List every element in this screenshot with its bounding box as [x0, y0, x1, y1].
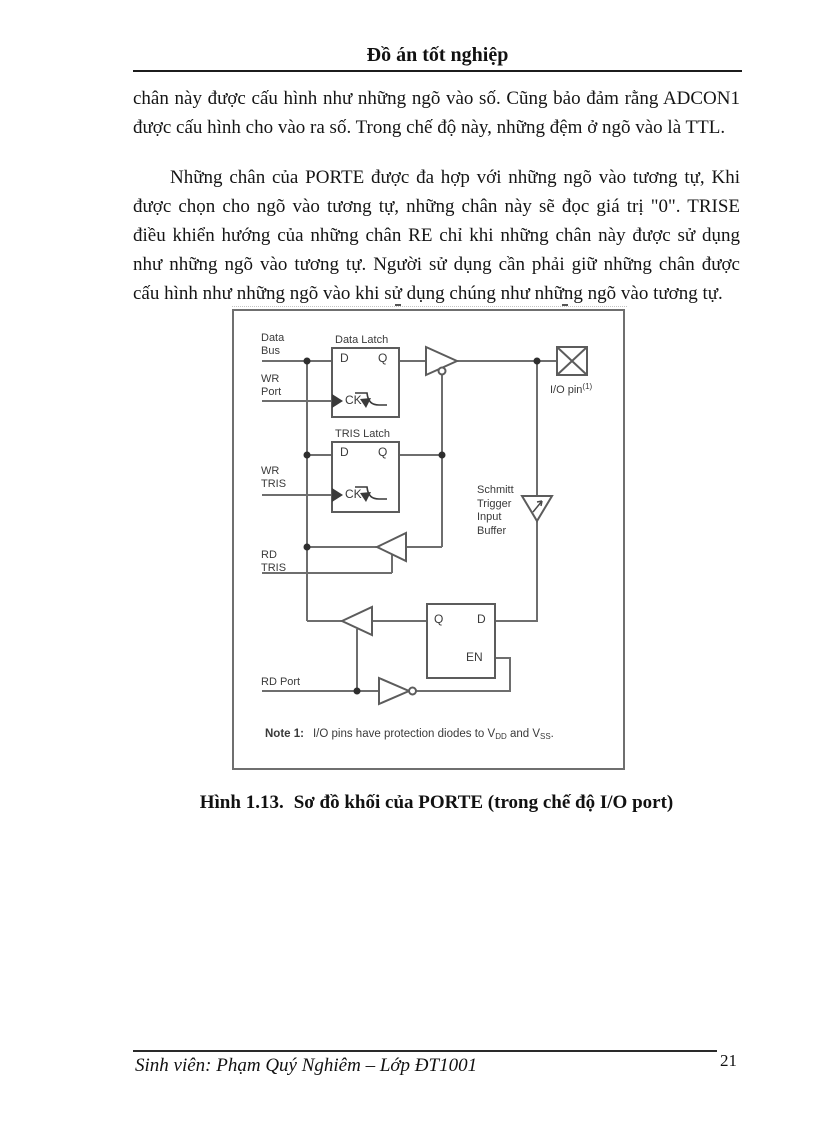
tris-latch-clock-wedge — [332, 488, 343, 502]
output-driver-bubble — [439, 368, 446, 375]
junction-dot — [354, 688, 361, 695]
header-rule — [133, 70, 742, 72]
rd-port-inverter-triangle — [379, 678, 409, 704]
tris-latch-ck: CK — [345, 487, 362, 501]
footer-student-line: Sinh viên: Phạm Quý Nghiêm – Lớp ĐT1001 — [135, 1055, 478, 1076]
scan-artifact-mark — [395, 304, 401, 306]
text-line: được chọn cho ngõ vào tương tự, những chân này sẽ đọc giá trị "0". TRISE — [133, 196, 740, 217]
note-text: I/O pins have protection diodes to — [312, 728, 488, 740]
scan-artifact-mark — [562, 304, 568, 306]
vdd-subscript: DD — [495, 732, 507, 741]
junction-dot — [304, 358, 311, 365]
schmitt-trigger-triangle — [522, 496, 552, 521]
label-line: WR — [261, 373, 280, 385]
note-text: . — [550, 728, 554, 740]
io-pin-label — [550, 381, 592, 397]
text-line: cấu hình như những ngõ vào khi sử dụng chúng như những ngõ vào tương tự. — [133, 283, 723, 304]
tris-latch-q: Q — [378, 445, 388, 459]
label-line: RD — [261, 549, 277, 561]
read-latch-d: D — [477, 612, 486, 626]
text-line: điều khiển hướng của những chân RE chỉ khi những chân này được sử dụng — [133, 225, 740, 246]
note-label: Note 1: — [265, 728, 304, 740]
vss-symbol: V — [532, 728, 540, 740]
rd-port-label: RD Port — [261, 676, 301, 688]
figure-caption-text: Sơ đồ khối của PORTE (trong chế độ I/O port) — [293, 792, 674, 813]
label-line: Buffer — [477, 524, 507, 537]
data-bus-label — [261, 332, 284, 357]
label-line: TRIS — [261, 477, 287, 490]
tris-latch-d: D — [340, 445, 349, 459]
footer-rule — [133, 1050, 717, 1052]
block-diagram-figure — [232, 309, 625, 770]
read-latch-q: Q — [434, 612, 444, 626]
page-header-title: Đồ án tốt nghiệp — [366, 44, 509, 66]
rd-tris-label — [261, 549, 286, 574]
io-pin-label-text: I/O pin — [550, 384, 583, 396]
figure-caption — [133, 792, 740, 814]
io-pin-symbol — [557, 347, 587, 375]
schmitt-trigger-label — [477, 484, 514, 538]
label-line: WR — [261, 465, 280, 477]
label-line: Schmitt — [477, 484, 514, 496]
label-line: Port — [261, 385, 282, 398]
data-latch-ck: CK — [345, 393, 362, 407]
body-text — [133, 84, 740, 308]
data-latch-clock-wedge — [332, 394, 343, 408]
junction-dot — [439, 452, 446, 459]
figure-note — [265, 728, 554, 744]
diagram-canvas — [234, 311, 623, 768]
data-latch-title: Data Latch — [335, 334, 389, 346]
tris-latch-title: TRIS Latch — [335, 428, 391, 440]
label-line: Input — [477, 511, 502, 523]
label-line: Data — [261, 332, 285, 344]
text-line: chân này được cấu hình như những ngõ vào số. Cũng bảo đảm rằng ADCON1 — [133, 88, 740, 109]
page-number: 21 — [720, 1051, 737, 1070]
scan-artifact-line — [232, 306, 627, 307]
text-line: Những chân của PORTE được đa hợp với những ngõ vào tương tự, Khi — [170, 167, 740, 188]
wr-tris-label — [261, 465, 286, 490]
data-latch-q: Q — [378, 351, 388, 365]
data-latch-d: D — [340, 351, 349, 365]
junction-dot — [304, 544, 311, 551]
vdd-symbol: V — [487, 728, 496, 740]
figure-caption-number: Hình 1.13. — [199, 792, 284, 813]
label-line: Trigger — [477, 497, 512, 510]
rd-port-inverter-bubble — [409, 688, 416, 695]
paragraph — [133, 163, 740, 308]
read-latch-en: EN — [466, 650, 483, 664]
label-line: TRIS — [261, 561, 287, 574]
io-pin-footnote-sup: (1) — [582, 382, 593, 391]
junction-dot — [304, 452, 311, 459]
note-text: and — [506, 728, 533, 740]
vss-subscript: SS — [540, 732, 551, 741]
text-line: như những ngõ vào tương tự. Người sử dụng cần phải giữ những chân được — [133, 254, 740, 275]
text-line: được cấu hình cho vào ra số. Trong chế độ này, những đệm ở ngõ vào là TTL. — [133, 117, 726, 138]
paragraph — [133, 84, 740, 142]
label-line: Bus — [261, 344, 280, 357]
junction-dot — [534, 358, 541, 365]
wr-port-label — [261, 373, 281, 398]
